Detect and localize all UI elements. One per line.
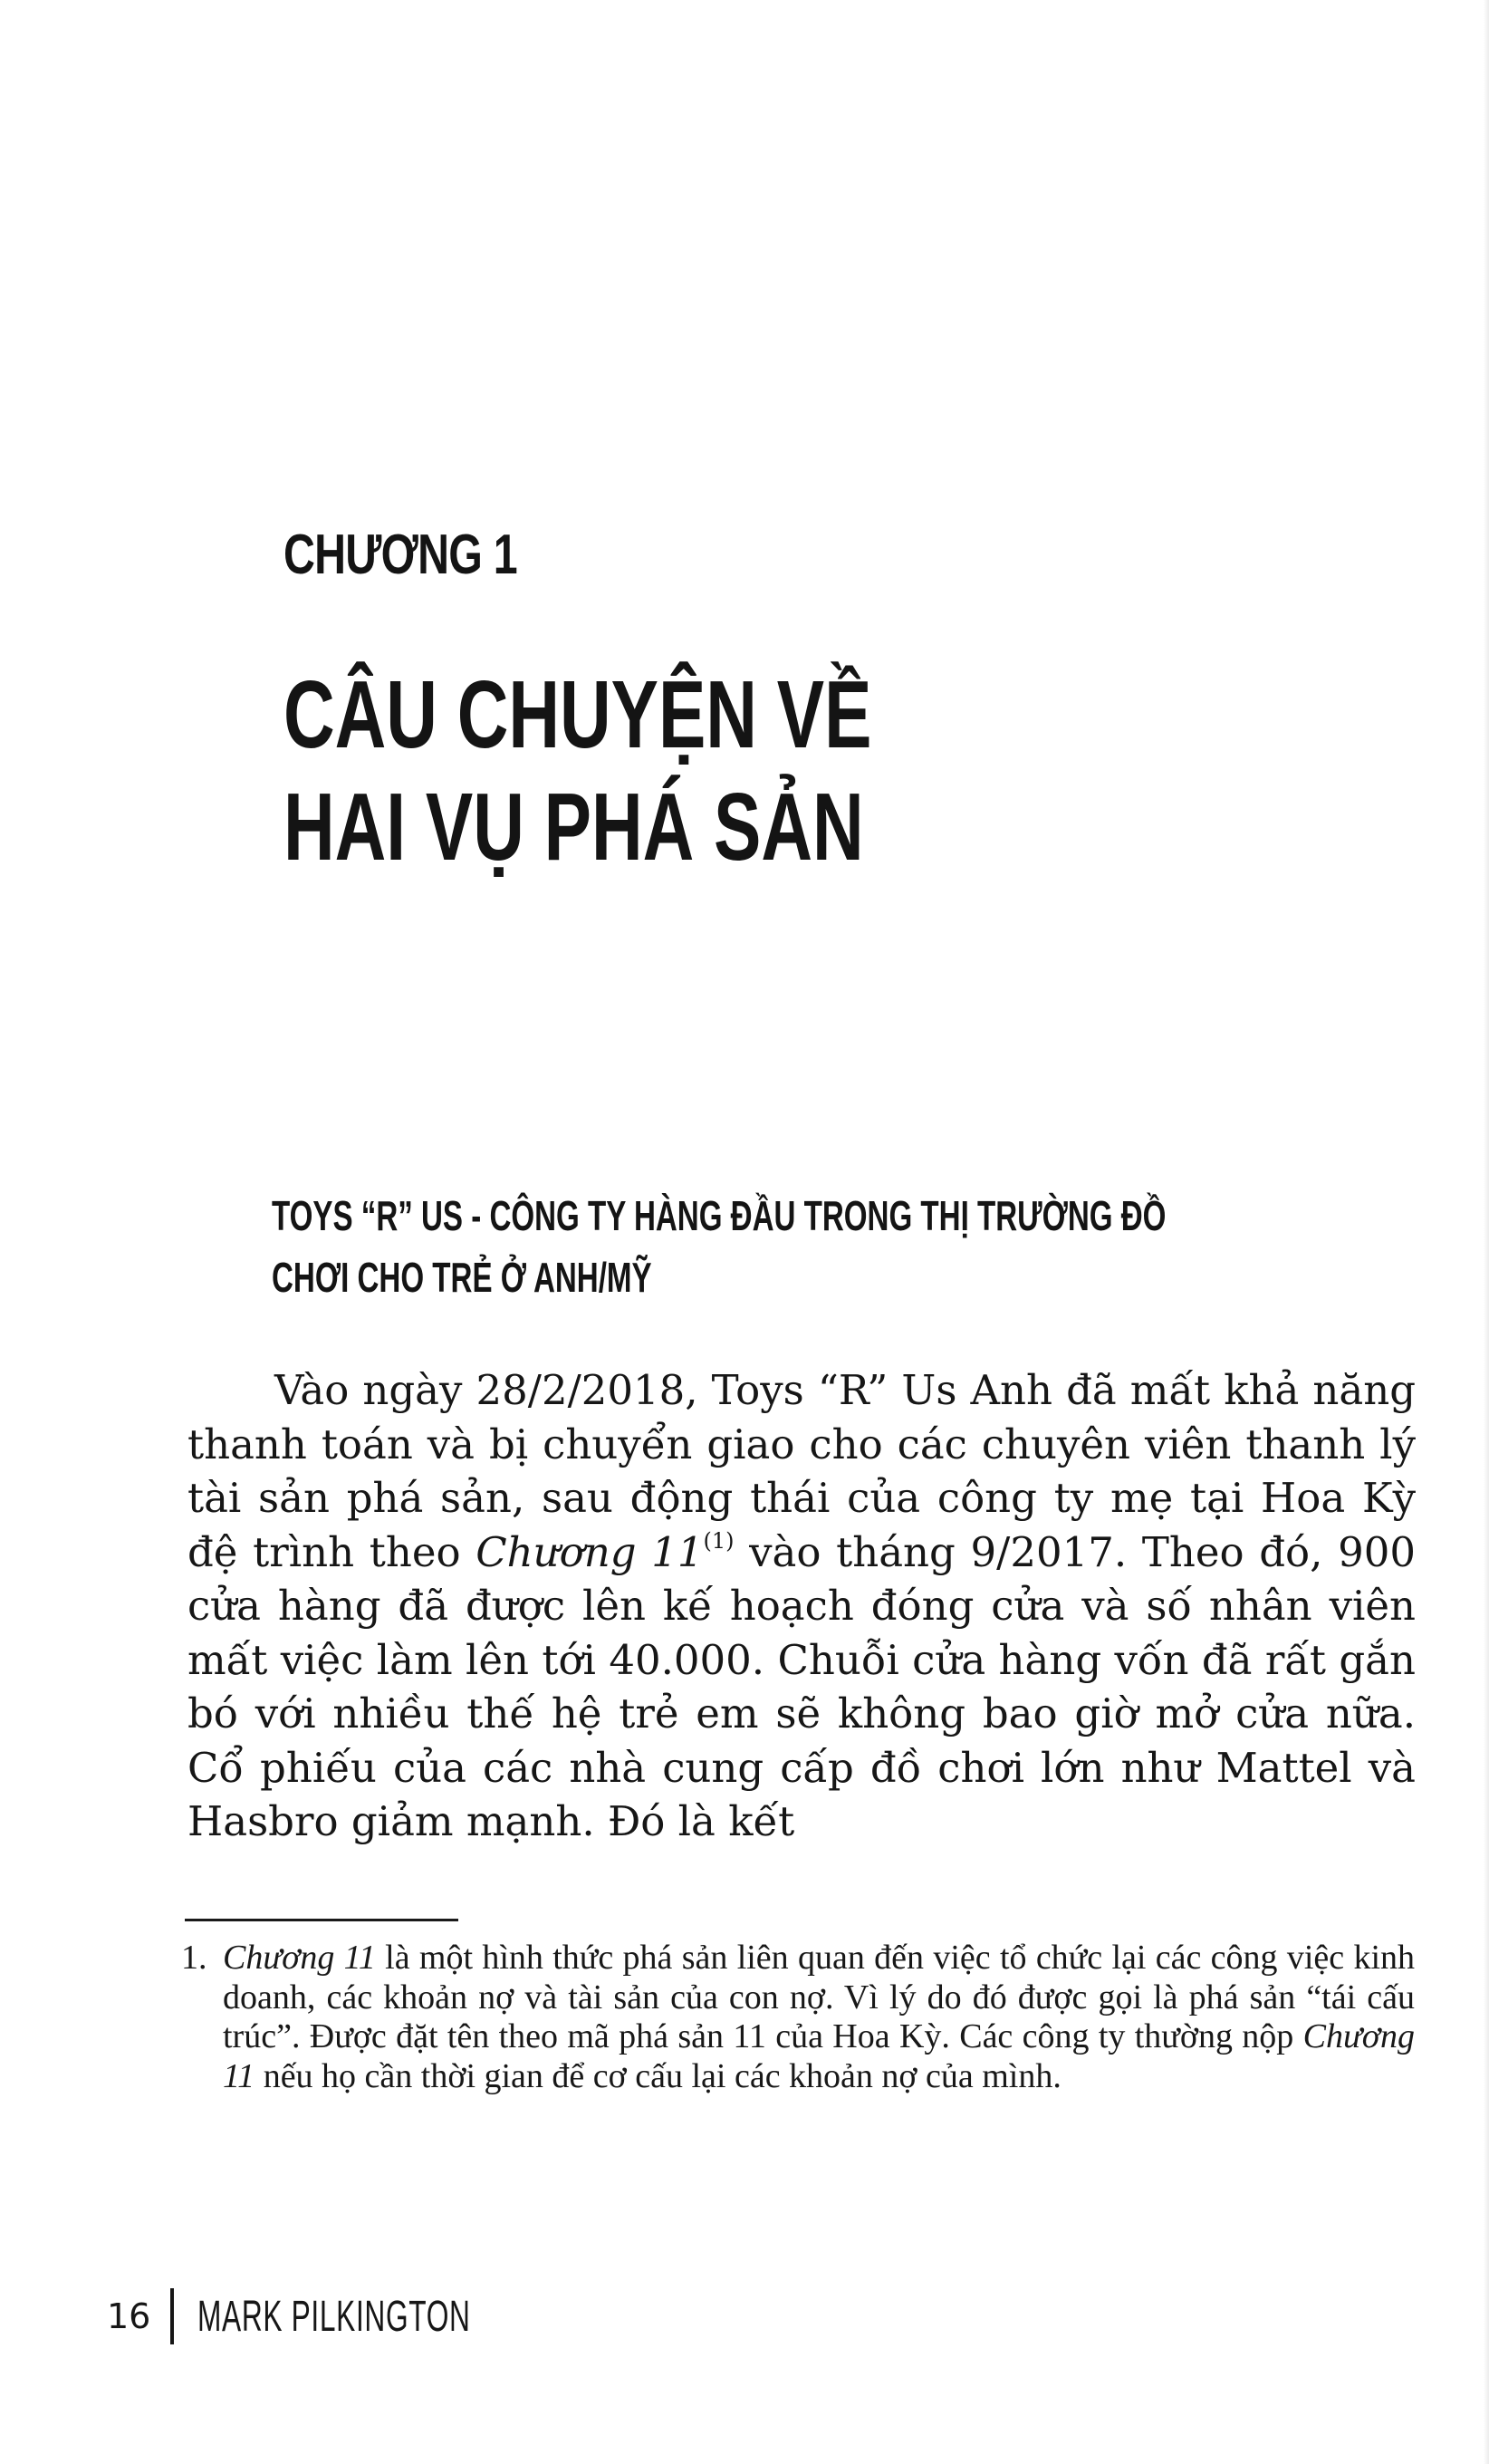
footnote-number: 1. [181,1939,207,1977]
chapter-11-term: Chương 11 [476,1527,704,1576]
chapter-title-line-2: HAI VỤ PHÁ SẢN [283,774,864,881]
section-heading: TOYS “R” US - CÔNG TY HÀNG ĐẦU TRONG THỊ TRƯỜNG ĐỒ CHƠI CHO TRẺ Ở ANH/MỸ [272,1192,1167,1301]
footnote-reference: (1) [703,1527,735,1554]
page-edge-shade [1484,0,1489,2464]
running-author: MARK PILKINGTON [197,2293,471,2341]
folio-divider [170,2288,174,2344]
body-text-part-1: Vào ngày 28/2/2018, Toys “R” Us Anh đã mất khả năng thanh toán và bị chuyển giao cho các chuyên viên thanh lý tài sản phá sản, sau động thái của công ty mẹ tại Hoa Kỳ đệ trình theo [187,1366,1416,1576]
chapter-label: CHƯƠNG 1 [283,524,517,586]
footnote-term-1: Chương 11 [223,1939,376,1977]
footnote-rule [185,1919,458,1921]
chapter-title [283,659,871,883]
page-number: 16 [107,2296,151,2336]
body-paragraph [187,1363,1416,1849]
chapter-title-line-1: CÂU CHUYỆN VỀ [283,661,872,768]
footnote-text-part-2: nếu họ cần thời gian để cơ cấu lại các khoản nợ của mình. [255,2056,1062,2095]
body-text-part-2: vào tháng 9/2017. Theo đó, 900 cửa hàng đã được lên kế hoạch đóng cửa và số nhân viên mất việc làm lên tới 40.000. Chuỗi cửa hàng vốn đã rất gắn bó với nhiều thế hệ trẻ em sẽ không bao giờ mở cửa nữa. Cổ phiếu của các nhà cung cấp đồ chơi lớn như Mattel và Hasbro giảm mạnh. Đó là kết [187,1527,1417,1845]
footnote [181,1939,1415,2096]
footnote-text [223,1939,1415,2096]
footnote-text-part-1: là một hình thức phá sản liên quan đến việc tổ chức lại các công việc kinh doanh, các khoản nợ và tài sản của con nợ. Vì lý do đó được gọi là phá sản “tái cấu trúc”. Được đặt tên theo mã phá sản 11 của Hoa Kỳ. Các công ty thường nộp [223,1939,1416,2055]
footnote-term-2: Chương 11 [223,2017,1415,2095]
